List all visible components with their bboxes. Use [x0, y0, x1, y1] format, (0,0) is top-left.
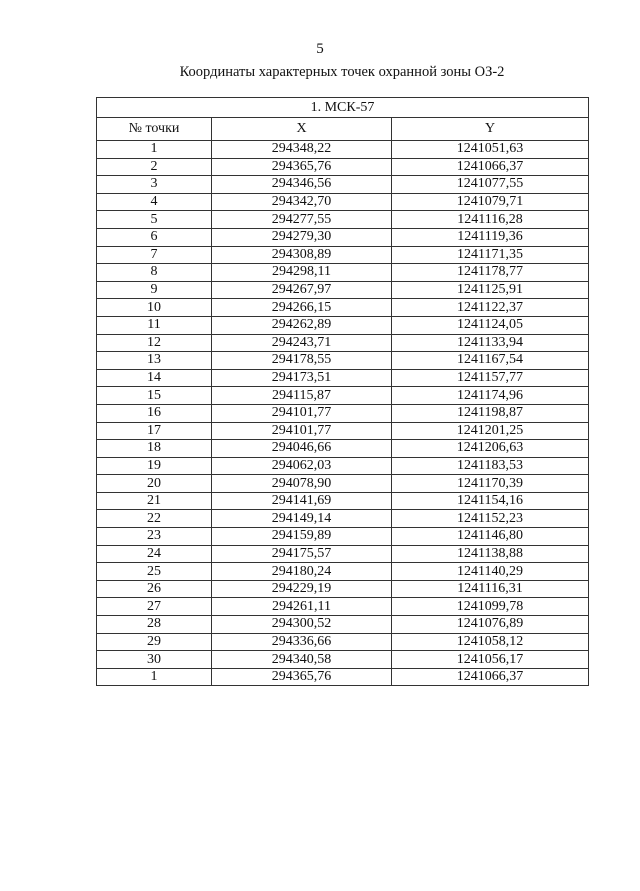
cell-point-number: 16	[97, 404, 212, 422]
cell-point-number: 6	[97, 228, 212, 246]
cell-x: 294365,76	[212, 158, 392, 176]
cell-point-number: 27	[97, 598, 212, 616]
cell-y: 1241140,29	[392, 563, 589, 581]
cell-y: 1241051,63	[392, 141, 589, 159]
cell-point-number: 29	[97, 633, 212, 651]
cell-point-number: 28	[97, 616, 212, 634]
cell-x: 294178,55	[212, 352, 392, 370]
cell-point-number: 7	[97, 246, 212, 264]
cell-x: 294159,89	[212, 528, 392, 546]
table-row	[97, 475, 589, 493]
table-row	[97, 352, 589, 370]
cell-point-number: 24	[97, 545, 212, 563]
document-title: Координаты характерных точек охранной зоны ОЗ-2	[179, 64, 505, 80]
table-row	[97, 228, 589, 246]
cell-point-number: 12	[97, 334, 212, 352]
table-row	[97, 651, 589, 669]
cell-y: 1241099,78	[392, 598, 589, 616]
cell-y: 1241116,31	[392, 580, 589, 598]
cell-point-number: 15	[97, 387, 212, 405]
cell-y: 1241146,80	[392, 528, 589, 546]
cell-point-number: 4	[97, 193, 212, 211]
coordinate-system-row	[97, 98, 589, 118]
cell-x: 294279,30	[212, 228, 392, 246]
cell-x: 294243,71	[212, 334, 392, 352]
cell-y: 1241167,54	[392, 352, 589, 370]
cell-y: 1241171,35	[392, 246, 589, 264]
cell-y: 1241076,89	[392, 616, 589, 634]
cell-point-number: 1	[97, 141, 212, 159]
table-row	[97, 422, 589, 440]
coordinate-system-label: 1. МСК-57	[97, 98, 589, 118]
header-x: X	[212, 118, 392, 141]
table-row	[97, 176, 589, 194]
cell-y: 1241125,91	[392, 281, 589, 299]
table-header-row	[97, 118, 589, 141]
cell-x: 294180,24	[212, 563, 392, 581]
cell-y: 1241201,25	[392, 422, 589, 440]
cell-y: 1241170,39	[392, 475, 589, 493]
cell-x: 294101,77	[212, 422, 392, 440]
cell-y: 1241206,63	[392, 440, 589, 458]
cell-point-number: 26	[97, 580, 212, 598]
cell-point-number: 11	[97, 316, 212, 334]
cell-y: 1241154,16	[392, 492, 589, 510]
cell-y: 1241119,36	[392, 228, 589, 246]
cell-x: 294101,77	[212, 404, 392, 422]
table-row	[97, 264, 589, 282]
cell-point-number: 1	[97, 668, 212, 686]
cell-x: 294298,11	[212, 264, 392, 282]
cell-x: 294262,89	[212, 316, 392, 334]
cell-point-number: 17	[97, 422, 212, 440]
cell-point-number: 21	[97, 492, 212, 510]
cell-point-number: 5	[97, 211, 212, 229]
cell-y: 1241198,87	[392, 404, 589, 422]
table-row	[97, 545, 589, 563]
cell-y: 1241174,96	[392, 387, 589, 405]
cell-x: 294365,76	[212, 668, 392, 686]
cell-x: 294229,19	[212, 580, 392, 598]
header-point-number: № точки	[97, 118, 212, 141]
header-y: Y	[392, 118, 589, 141]
cell-point-number: 2	[97, 158, 212, 176]
cell-point-number: 23	[97, 528, 212, 546]
table-row	[97, 580, 589, 598]
cell-point-number: 14	[97, 369, 212, 387]
table-row	[97, 457, 589, 475]
cell-point-number: 20	[97, 475, 212, 493]
cell-y: 1241066,37	[392, 668, 589, 686]
cell-y: 1241122,37	[392, 299, 589, 317]
cell-x: 294115,87	[212, 387, 392, 405]
cell-point-number: 8	[97, 264, 212, 282]
cell-x: 294348,22	[212, 141, 392, 159]
cell-y: 1241138,88	[392, 545, 589, 563]
cell-y: 1241077,55	[392, 176, 589, 194]
cell-x: 294277,55	[212, 211, 392, 229]
cell-point-number: 9	[97, 281, 212, 299]
cell-point-number: 22	[97, 510, 212, 528]
page-number: 5	[316, 41, 324, 57]
table-row	[97, 334, 589, 352]
cell-x: 294046,66	[212, 440, 392, 458]
cell-x: 294175,57	[212, 545, 392, 563]
cell-x: 294342,70	[212, 193, 392, 211]
cell-point-number: 25	[97, 563, 212, 581]
table-body	[97, 141, 589, 686]
cell-x: 294261,11	[212, 598, 392, 616]
table-row	[97, 141, 589, 159]
table-row	[97, 598, 589, 616]
table-row	[97, 387, 589, 405]
cell-point-number: 19	[97, 457, 212, 475]
cell-x: 294340,58	[212, 651, 392, 669]
table-row	[97, 158, 589, 176]
cell-y: 1241133,94	[392, 334, 589, 352]
cell-y: 1241152,23	[392, 510, 589, 528]
table-row	[97, 616, 589, 634]
cell-x: 294266,15	[212, 299, 392, 317]
coordinates-table	[96, 97, 589, 686]
cell-y: 1241157,77	[392, 369, 589, 387]
table-row	[97, 668, 589, 686]
cell-y: 1241124,05	[392, 316, 589, 334]
cell-point-number: 18	[97, 440, 212, 458]
cell-y: 1241066,37	[392, 158, 589, 176]
cell-x: 294300,52	[212, 616, 392, 634]
cell-x: 294078,90	[212, 475, 392, 493]
cell-point-number: 3	[97, 176, 212, 194]
table-row	[97, 316, 589, 334]
table-row	[97, 563, 589, 581]
cell-x: 294308,89	[212, 246, 392, 264]
table-row	[97, 510, 589, 528]
table-row	[97, 492, 589, 510]
cell-x: 294267,97	[212, 281, 392, 299]
cell-point-number: 30	[97, 651, 212, 669]
cell-x: 294062,03	[212, 457, 392, 475]
cell-y: 1241056,17	[392, 651, 589, 669]
table-row	[97, 633, 589, 651]
cell-x: 294336,66	[212, 633, 392, 651]
table-row	[97, 440, 589, 458]
cell-y: 1241058,12	[392, 633, 589, 651]
table-row	[97, 246, 589, 264]
cell-point-number: 10	[97, 299, 212, 317]
cell-x: 294346,56	[212, 176, 392, 194]
cell-x: 294141,69	[212, 492, 392, 510]
cell-y: 1241178,77	[392, 264, 589, 282]
table-row	[97, 211, 589, 229]
table-row	[97, 369, 589, 387]
table-row	[97, 404, 589, 422]
table-row	[97, 528, 589, 546]
cell-point-number: 13	[97, 352, 212, 370]
cell-x: 294149,14	[212, 510, 392, 528]
table-row	[97, 299, 589, 317]
cell-x: 294173,51	[212, 369, 392, 387]
cell-y: 1241116,28	[392, 211, 589, 229]
cell-y: 1241183,53	[392, 457, 589, 475]
cell-y: 1241079,71	[392, 193, 589, 211]
table-row	[97, 281, 589, 299]
table-row	[97, 193, 589, 211]
